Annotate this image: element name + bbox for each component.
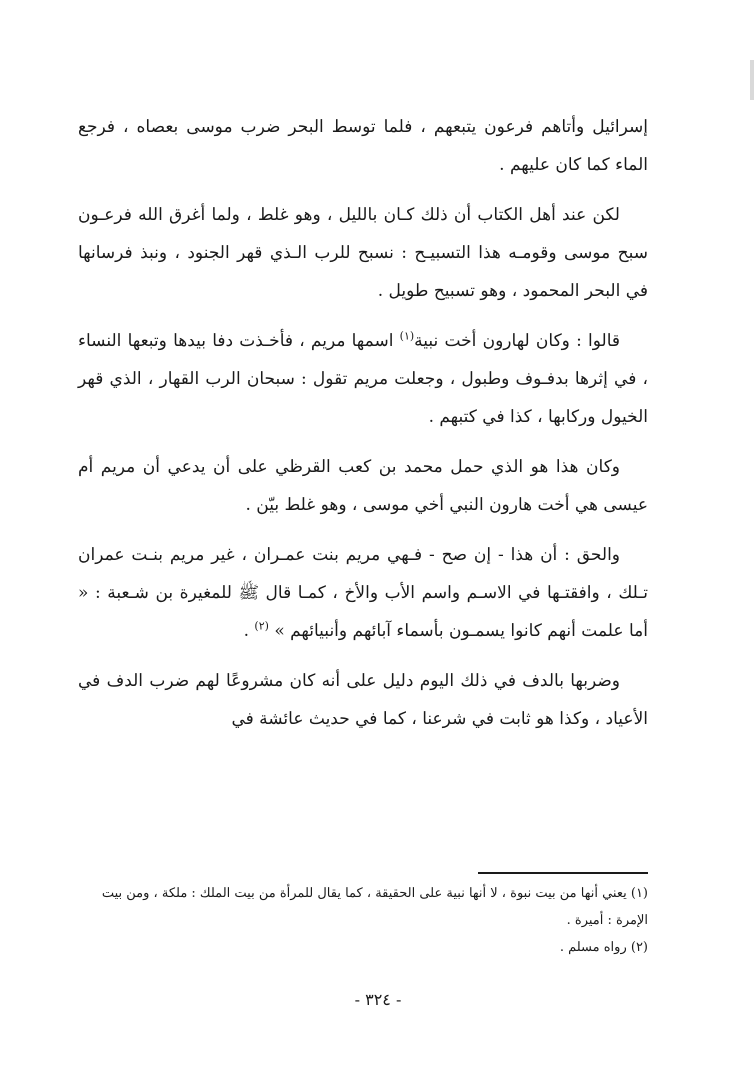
- footnotes-section: [78, 880, 648, 961]
- paragraph-5-text-after: .: [243, 621, 255, 641]
- paragraph-5-text-before: والحق : أن هذا - إن صح - فـهي مريم بنت عمـران ، غير مريم بنـت عمران تـلك ، وافقتـها في الاسـم واسم الأب والأخ ، كمـا قال ﷺ للمغيرة بن شـعبة : « أما علمت أنهم كانوا يسمـون بأسماء آبائهم وأنبيائهم »: [78, 545, 648, 641]
- paragraph-1: إسرائيل وأتاهم فرعون يتبعهم ، فلما توسط البحر ضرب موسى بعصاه ، فرجع الماء كما كان عليهم .: [78, 117, 648, 175]
- footnote-1: (١) يعني أنها من بيت نبوة ، لا أنها نبية على الحقيقة ، كما يقال للمرأة من بيت الملك : ملكة ، ومن بيت الإمرة : أميرة .: [101, 886, 648, 928]
- page-number: - ٣٢٤ -: [354, 990, 402, 1009]
- paragraph-4: وكان هذا هو الذي حمل محمد بن كعب القرظي على أن يدعي أن مريم أم عيسى هي أخت هارون النبي أخي موسى ، وهو غلط بيّن .: [78, 457, 648, 515]
- footnote-marker-1[interactable]: (١): [399, 329, 415, 343]
- paragraph-6: وضربها بالدف في ذلك اليوم دليل على أنه كان مشروعًا لهم ضرب الدف في الأعياد ، وكذا هو ثابت في شرعنا ، كما في حديث عائشة في: [78, 671, 648, 729]
- footnote-separator: [478, 872, 648, 874]
- paragraph-2: لكن عند أهل الكتاب أن ذلك كـان بالليل ، وهو غلط ، ولما أغرق الله فرعـون سبح موسى وقومـه هذا التسبيـح : نسبح للرب الـذي قهر الجنود ، ونبذ فرسانها في البحر المحمود ، وهو تسبيح طويل .: [78, 205, 648, 301]
- scan-margin-mark: [750, 60, 754, 100]
- footnote-marker-2[interactable]: (٢): [254, 619, 269, 633]
- main-text-body: [78, 108, 648, 750]
- paragraph-3-text-after: اسمها مريم ، فأخـذت دفا بيدها وتبعها النساء ، في إثرها بدفـوف وطبول ، وجعلت مريم تقول : سبحان الرب القهار ، الذي قهر الخيول وركابها ، كذا في كتبهم .: [78, 331, 648, 427]
- footnote-2: (٢) رواه مسلم .: [559, 940, 648, 955]
- paragraph-3-text-before: قالوا : وكان لهارون أخت نبية: [414, 331, 621, 351]
- paragraph-5: [78, 536, 648, 650]
- paragraph-3: [78, 322, 648, 436]
